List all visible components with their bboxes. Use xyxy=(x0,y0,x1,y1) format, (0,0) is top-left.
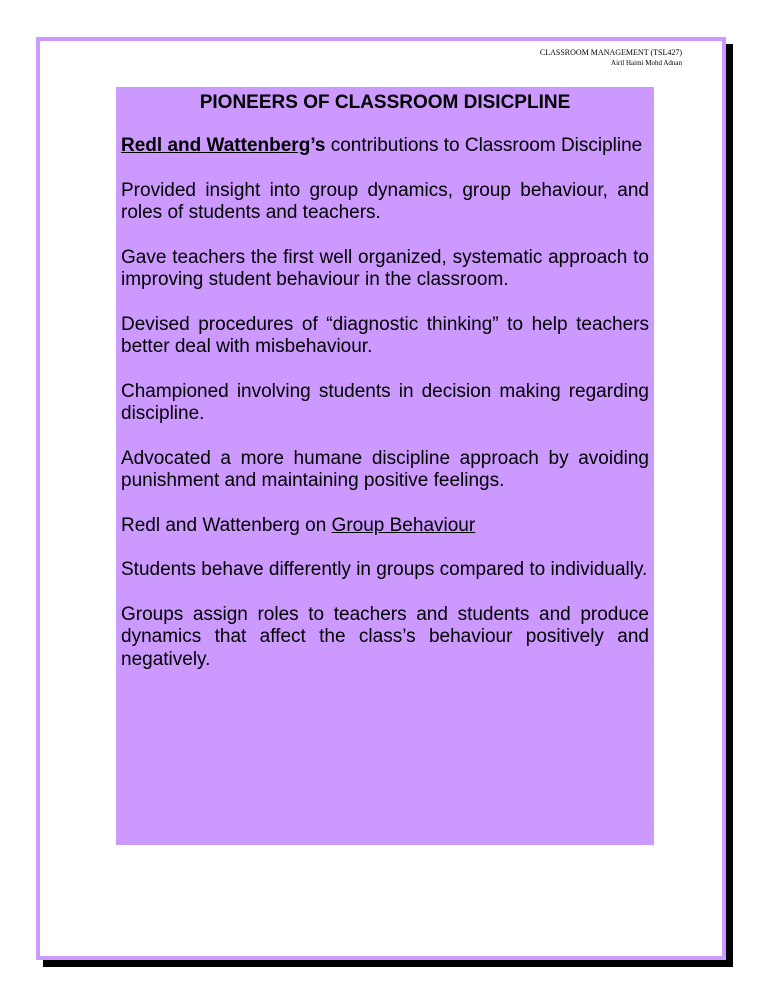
intro-paragraph xyxy=(121,135,649,158)
section-heading xyxy=(121,515,649,538)
header-author: Airil Haimi Mohd Adnan xyxy=(611,59,682,67)
paragraph-systematic: Gave teachers the first well organized, systematic approach to improving student behaviour in the classroom. xyxy=(121,246,649,290)
header-course: CLASSROOM MANAGEMENT (TSL427) xyxy=(539,48,682,57)
content-box xyxy=(116,87,654,845)
intro-rest: contributions to Classroom Discipline xyxy=(325,135,643,156)
paragraph-insight: Provided insight into group dynamics, group behaviour, and roles of students and teachers. xyxy=(121,179,649,223)
paragraph-groups-roles: Groups assign roles to teachers and students and produce dynamics that affect the class’s behaviour positively and negatively. xyxy=(121,603,649,670)
page-header xyxy=(540,48,682,68)
paragraph-humane: Advocated a more humane discipline approach by avoiding punishment and maintaining positive feelings. xyxy=(121,447,649,491)
paragraph-diagnostic: Devised procedures of “diagnostic thinking” to help teachers better deal with misbehaviour. xyxy=(121,313,649,357)
page-title: PIONEERS OF CLASSROOM DISICPLINE xyxy=(199,92,571,113)
paragraph-involving: Championed involving students in decision making regarding discipline. xyxy=(121,380,649,424)
paragraph-groups-behave: Students behave differently in groups compared to individually. xyxy=(121,559,648,580)
section-topic: Group Behaviour xyxy=(331,514,476,536)
section-prefix: Redl and Wattenberg on xyxy=(121,514,332,536)
intro-possessive: ’s xyxy=(310,135,326,156)
intro-name: Redl and Wattenberg xyxy=(121,135,311,156)
intro-name-bold xyxy=(121,135,325,156)
page-frame xyxy=(36,37,726,960)
